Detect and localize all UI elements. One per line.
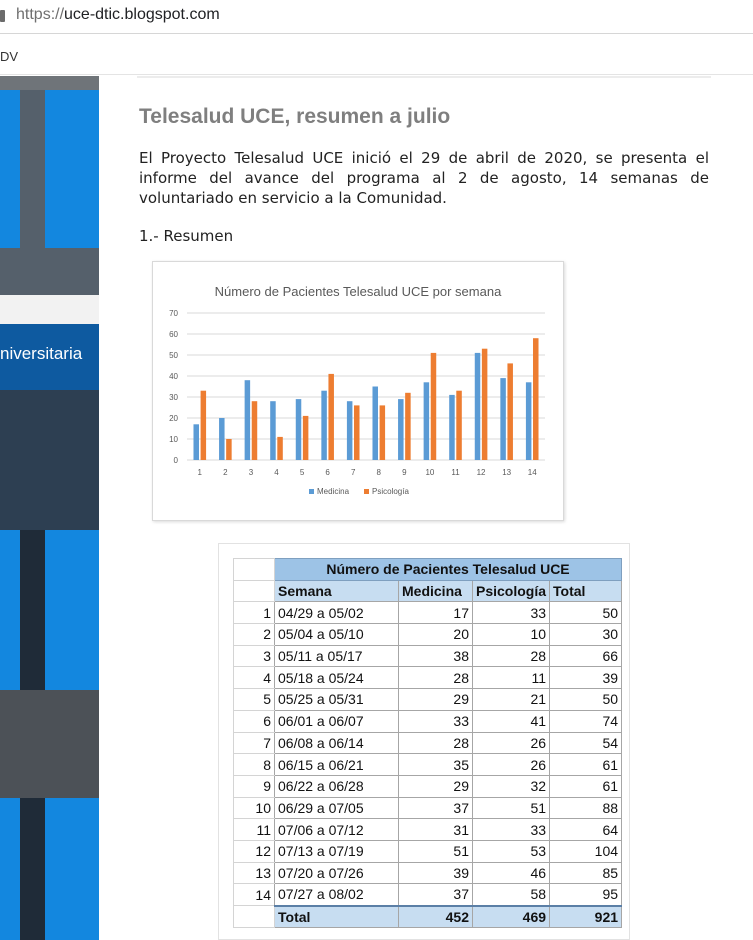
row-index: 3: [234, 645, 275, 667]
cell-psicologia: 33: [473, 819, 550, 841]
cell-total: 39: [550, 667, 622, 689]
x-tick-label: 1: [197, 468, 203, 477]
cell-total: 88: [550, 797, 622, 819]
legend-swatch: [364, 489, 369, 494]
address-bar[interactable]: [0, 0, 753, 34]
row-index: 11: [234, 819, 275, 841]
row-index: 9: [234, 775, 275, 797]
bar-medicina: [321, 391, 327, 460]
cell-total: 104: [550, 840, 622, 862]
cell-medicina: 28: [399, 667, 473, 689]
table-title-row: [234, 559, 622, 581]
cell-total: 74: [550, 710, 622, 732]
bar-chart: [153, 262, 563, 520]
bar-psicologia: [431, 353, 437, 460]
cell-semana: 05/04 a 05/10: [275, 624, 399, 646]
bar-psicologia: [252, 401, 258, 460]
bookmark-item[interactable]: DV: [0, 49, 19, 64]
patients-table: [233, 558, 622, 928]
cell-total: 64: [550, 819, 622, 841]
y-tick-label: 50: [169, 351, 178, 360]
row-index: 6: [234, 710, 275, 732]
row-index: 1: [234, 602, 275, 624]
sidebar-window-tile: [0, 798, 20, 940]
cell-psicologia: 11: [473, 667, 550, 689]
cell-semana: 07/06 a 07/12: [275, 819, 399, 841]
legend-label: Psicología: [372, 487, 409, 496]
bar-medicina: [347, 401, 353, 460]
legend-swatch: [309, 489, 314, 494]
x-tick-label: 5: [299, 468, 305, 477]
x-tick-label: 13: [502, 468, 512, 477]
bar-medicina: [245, 380, 251, 460]
cell-psicologia: 32: [473, 775, 550, 797]
y-tick-label: 40: [169, 372, 178, 381]
cell-semana: 07/13 a 07/19: [275, 840, 399, 862]
table-row: [234, 754, 622, 776]
sidebar-photo: [0, 690, 99, 798]
lock-icon[interactable]: [0, 10, 5, 22]
row-index: 13: [234, 862, 275, 884]
cell-medicina: 33: [399, 710, 473, 732]
cell-total: 50: [550, 602, 622, 624]
bar-medicina: [398, 399, 404, 460]
chart-title: Número de Pacientes Telesalud UCE por semana: [214, 284, 502, 299]
x-tick-label: 10: [425, 468, 435, 477]
header-medicina: Medicina: [399, 580, 473, 602]
cell-psicologia: 21: [473, 689, 550, 711]
table-blank-cell: [234, 559, 275, 581]
x-tick-label: 11: [451, 468, 460, 477]
cell-semana: 04/29 a 05/02: [275, 602, 399, 624]
table-row: [234, 624, 622, 646]
row-index: 12: [234, 840, 275, 862]
sidebar-window-tile: [45, 798, 99, 940]
cell-total: 85: [550, 862, 622, 884]
cell-semana: 06/22 a 06/28: [275, 775, 399, 797]
bar-psicologia: [226, 439, 232, 460]
header-semana: Semana: [275, 580, 399, 602]
bar-psicologia: [405, 393, 411, 460]
cell-semana: 06/29 a 07/05: [275, 797, 399, 819]
y-tick-label: 30: [169, 393, 178, 402]
table-title: Número de Pacientes Telesalud UCE: [275, 559, 622, 581]
table-image[interactable]: [218, 543, 630, 940]
bar-medicina: [526, 382, 532, 460]
url-host: uce-dtic.blogspot.com: [64, 6, 220, 23]
bar-psicologia: [456, 391, 462, 460]
cell-semana: 05/18 a 05/24: [275, 667, 399, 689]
post-intro: El Proyecto Telesalud UCE inició el 29 de abril de 2020, se presenta el informe del avance del programa al 2 de agosto, 14 semanas de voluntariado en servicio a la Comunidad.: [139, 149, 709, 207]
cell-medicina: 29: [399, 689, 473, 711]
x-tick-label: 3: [248, 468, 254, 477]
table-row: [234, 667, 622, 689]
sidebar-photo-strip: [0, 76, 99, 90]
y-tick-label: 0: [173, 456, 178, 465]
cell-total: 54: [550, 732, 622, 754]
row-index: 5: [234, 689, 275, 711]
cell-psicologia: 46: [473, 862, 550, 884]
table-header-row: [234, 580, 622, 602]
sidebar-band-text: niversitaria: [0, 344, 83, 363]
table-row: [234, 884, 622, 906]
cell-medicina: 39: [399, 862, 473, 884]
cell-total: 30: [550, 624, 622, 646]
bar-medicina: [500, 378, 506, 460]
bar-medicina: [219, 418, 225, 460]
cell-semana: 06/08 a 06/14: [275, 732, 399, 754]
post-title[interactable]: Telesalud UCE, resumen a julio: [139, 105, 451, 128]
sidebar-window-tile: [0, 90, 20, 248]
total-medicina: 452: [399, 906, 473, 928]
row-index: 4: [234, 667, 275, 689]
row-index: 14: [234, 884, 275, 906]
row-index: 10: [234, 797, 275, 819]
sidebar-band: [0, 324, 99, 390]
x-tick-label: 6: [325, 468, 330, 477]
bar-medicina: [193, 424, 199, 460]
data-table: [233, 558, 622, 928]
cell-total: 95: [550, 884, 622, 906]
x-tick-label: 9: [402, 468, 407, 477]
cell-medicina: 28: [399, 732, 473, 754]
cell-total: 50: [550, 689, 622, 711]
bookmarks-bar: [0, 35, 753, 75]
x-tick-label: 2: [223, 468, 228, 477]
sidebar-window-tile: [0, 530, 20, 690]
cell-psicologia: 58: [473, 884, 550, 906]
sidebar-sky-photo: [0, 390, 99, 530]
cell-semana: 05/11 a 05/17: [275, 645, 399, 667]
row-index: 8: [234, 754, 275, 776]
cell-psicologia: 33: [473, 602, 550, 624]
bar-psicologia: [482, 349, 488, 460]
bar-psicologia: [380, 405, 386, 460]
cell-medicina: 29: [399, 775, 473, 797]
sidebar-window-tile: [45, 530, 99, 690]
x-tick-label: 14: [527, 468, 537, 477]
cell-semana: 06/01 a 06/07: [275, 710, 399, 732]
bar-psicologia: [303, 416, 309, 460]
total-label: Total: [275, 906, 399, 928]
y-tick-label: 60: [169, 330, 178, 339]
bar-medicina: [449, 395, 455, 460]
table-row: [234, 819, 622, 841]
bar-medicina: [475, 353, 481, 460]
bar-psicologia: [354, 405, 360, 460]
table-row: [234, 710, 622, 732]
url-text[interactable]: [16, 6, 220, 24]
bar-medicina: [270, 401, 276, 460]
bar-psicologia: [533, 338, 539, 460]
bar-psicologia: [328, 374, 334, 460]
y-tick-label: 10: [169, 435, 178, 444]
chart-image[interactable]: [152, 261, 564, 521]
x-tick-label: 4: [274, 468, 279, 477]
url-scheme: https://: [16, 6, 65, 23]
table-row: [234, 689, 622, 711]
cell-semana: 07/27 a 08/02: [275, 884, 399, 906]
cell-psicologia: 26: [473, 754, 550, 776]
cell-psicologia: 10: [473, 624, 550, 646]
header-total: Total: [550, 580, 622, 602]
cell-semana: 07/20 a 07/26: [275, 862, 399, 884]
cell-medicina: 38: [399, 645, 473, 667]
row-index: 7: [234, 732, 275, 754]
sidebar-window-tile: [45, 90, 99, 248]
table-blank-cell: [234, 580, 275, 602]
cell-medicina: 37: [399, 884, 473, 906]
cell-psicologia: 26: [473, 732, 550, 754]
cell-psicologia: 51: [473, 797, 550, 819]
cell-psicologia: 53: [473, 840, 550, 862]
x-tick-label: 12: [476, 468, 486, 477]
table-row: [234, 602, 622, 624]
table-row: [234, 645, 622, 667]
bar-psicologia: [277, 437, 283, 460]
cell-total: 61: [550, 754, 622, 776]
header-psicologia: Psicología: [473, 580, 550, 602]
cell-medicina: 37: [399, 797, 473, 819]
cell-semana: 05/25 a 05/31: [275, 689, 399, 711]
post-divider: [137, 76, 711, 78]
bar-medicina: [424, 382, 430, 460]
table-row: [234, 775, 622, 797]
bar-psicologia: [201, 391, 207, 460]
cell-medicina: 17: [399, 602, 473, 624]
cell-total: 66: [550, 645, 622, 667]
legend-label: Medicina: [317, 487, 350, 496]
bar-medicina: [372, 387, 378, 461]
table-row: [234, 840, 622, 862]
cell-psicologia: 41: [473, 710, 550, 732]
row-index: 2: [234, 624, 275, 646]
post-content: [99, 76, 753, 940]
table-total-row: [234, 906, 622, 928]
section-heading: 1.- Resumen: [139, 227, 234, 245]
table-row: [234, 797, 622, 819]
y-tick-label: 20: [169, 414, 178, 423]
cell-medicina: 20: [399, 624, 473, 646]
sidebar-divider: [0, 295, 99, 324]
bar-medicina: [296, 399, 302, 460]
cell-medicina: 35: [399, 754, 473, 776]
cell-total: 61: [550, 775, 622, 797]
table-row: [234, 862, 622, 884]
cell-medicina: 31: [399, 819, 473, 841]
cell-psicologia: 28: [473, 645, 550, 667]
x-tick-label: 7: [350, 468, 356, 477]
bar-psicologia: [507, 363, 513, 460]
cell-medicina: 51: [399, 840, 473, 862]
cell-semana: 06/15 a 06/21: [275, 754, 399, 776]
total-total: 921: [550, 906, 622, 928]
y-tick-label: 70: [169, 309, 178, 318]
table-row: [234, 732, 622, 754]
table-blank-cell: [234, 906, 275, 928]
x-tick-label: 8: [376, 468, 382, 477]
blog-sidebar-banner: [0, 76, 99, 940]
total-psicologia: 469: [473, 906, 550, 928]
